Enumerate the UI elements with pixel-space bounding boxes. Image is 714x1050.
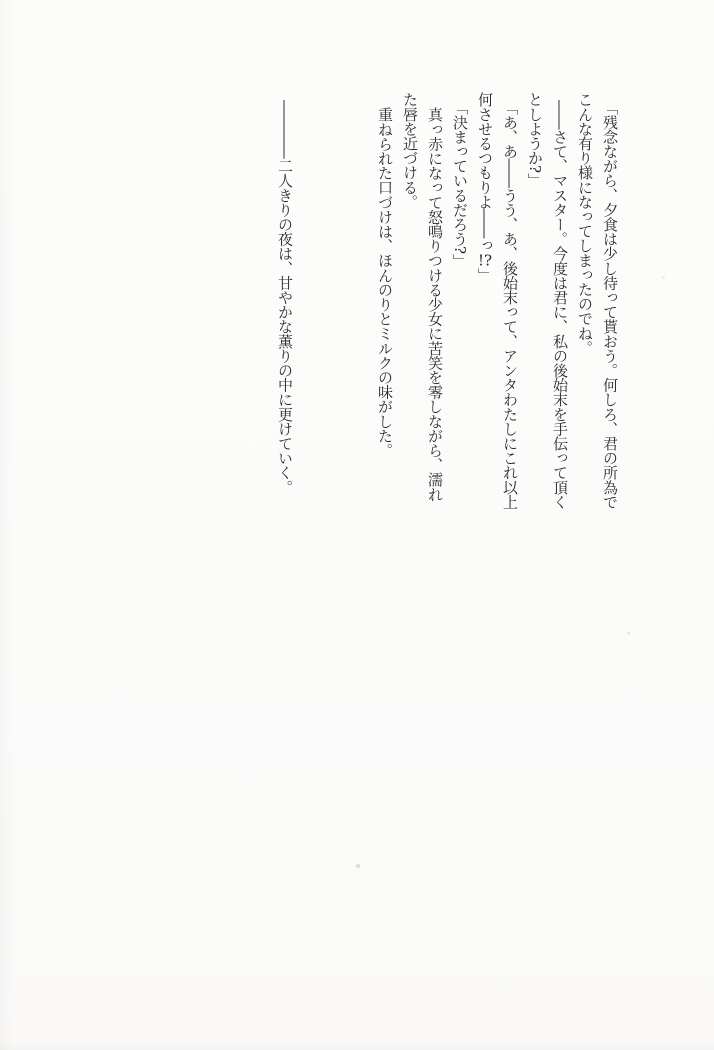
vertical-text-block (272, 92, 622, 514)
text-run: ――――二人きりの夜は、甘やかな薫りの中に更けていく。 (276, 100, 294, 495)
paragraph (272, 92, 297, 514)
paragraph (572, 92, 622, 514)
scan-speck (627, 632, 630, 635)
text-run: 「あ、あ――うう、あ、後始末って、アンタわたしにこれ以上何させるつもりよ――っ (476, 92, 519, 509)
text-run: 真っ赤になって怒鳴りつける少女に苦笑を零しながら、濡れた唇を近づける。 (401, 92, 444, 502)
text-run: ――さて、マスター。今度は君に、私の後始末を手伝って頂くとしようか?」 (526, 92, 569, 509)
text-run: 「決まっているだろう?」 (451, 100, 469, 269)
text-run: 重ねられた口づけは、ほんのりとミルクの味がした。 (376, 107, 394, 458)
text-run: 「残念ながら、夕食は少し待って貰おう。何しろ、君の所為でこんな有り様になってしまったのでね。 (576, 92, 619, 509)
scan-speck (356, 864, 360, 868)
scan-speck (662, 276, 665, 279)
paragraph (472, 92, 522, 514)
paragraph (522, 92, 572, 514)
paragraph (397, 92, 447, 514)
tatechuyoko-exclamation-question: !? (477, 252, 493, 268)
text-run: 」 (476, 267, 494, 283)
paragraph (447, 92, 472, 514)
paragraph (372, 92, 397, 514)
